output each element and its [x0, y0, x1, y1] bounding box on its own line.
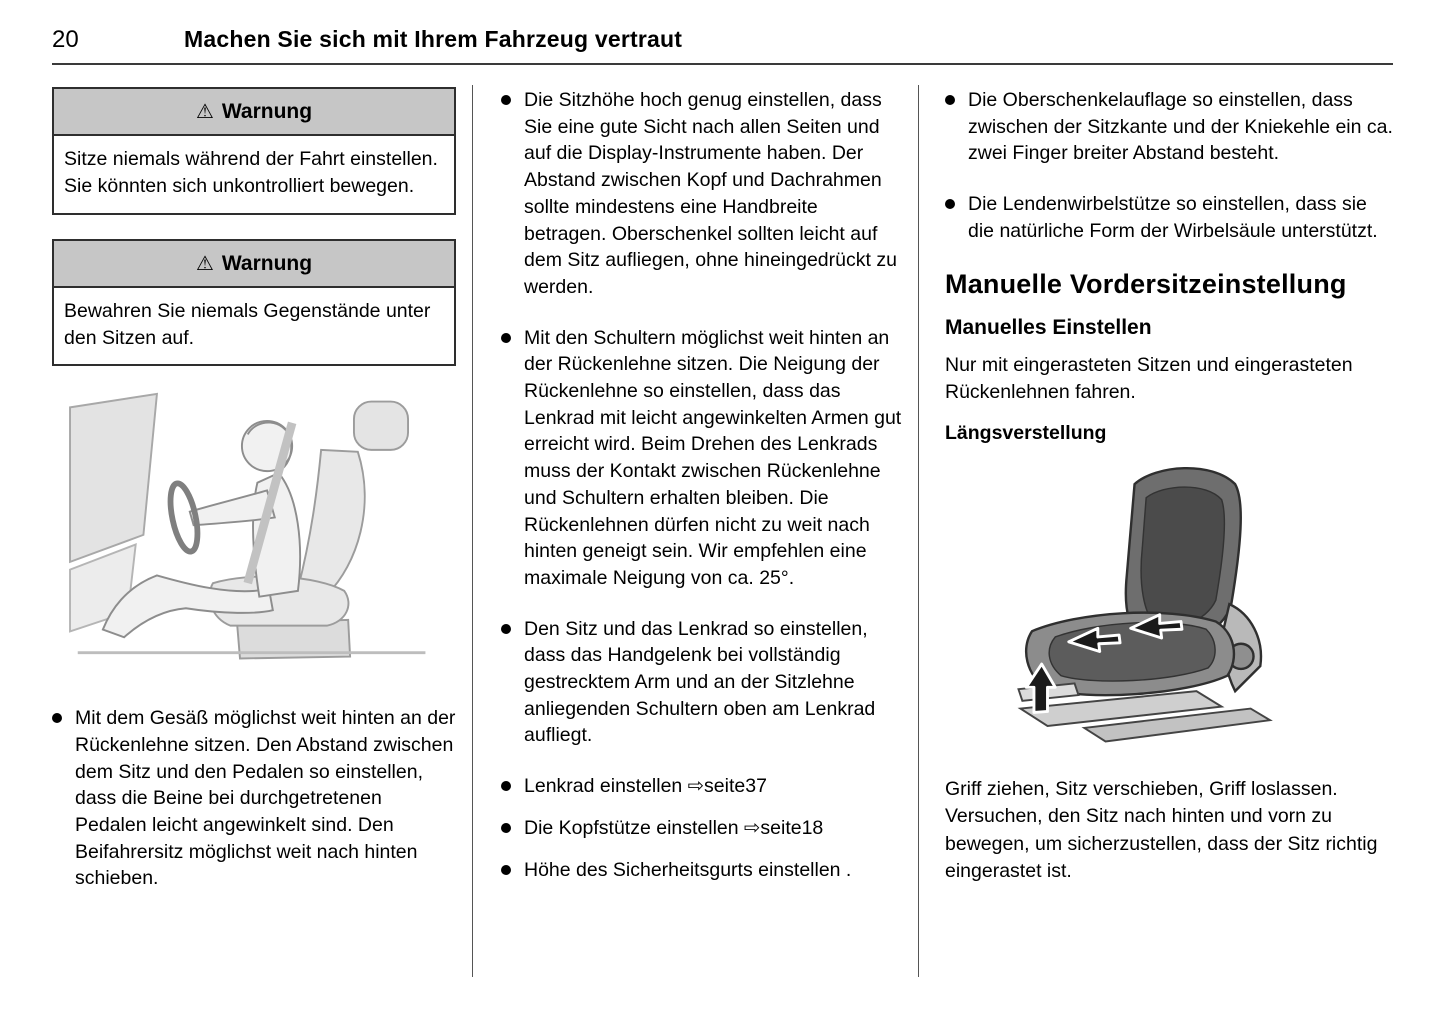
bullet-text: Die Sitzhöhe hoch genug einstellen, dass Sie eine gute Sicht nach allen Seiten und auf die Display-Instrumente haben. Der Abstand zwischen Kopf und Dachrahmen sollte mindestens eine Handbreite betragen. Oberschenkel sollten leicht auf dem Sitz aufliegen, ohne hineingedrückt zu werden.: [524, 89, 897, 298]
list-item: [501, 857, 902, 884]
bullet-icon: [52, 713, 62, 723]
body-paragraph: Nur mit eingerasteten Sitzen und eingerasteten Rückenlehnen fahren.: [945, 353, 1353, 403]
page-number: 20: [52, 26, 79, 53]
bullet-icon: [501, 823, 511, 833]
column-middle: [472, 85, 918, 977]
warning-triangle-icon: ⚠: [195, 252, 214, 275]
posture-list-left: [52, 705, 456, 892]
page-reference-link[interactable]: ⇨seite37: [687, 775, 767, 798]
bullet-icon: [501, 333, 511, 343]
driver-posture-illustration: [68, 390, 456, 677]
driver-posture-drawing: [68, 390, 440, 672]
warning-triangle-icon: ⚠: [195, 101, 214, 123]
subsection-heading: Manuelles Einstellen: [945, 315, 1152, 339]
bullet-text: Mit den Schultern möglichst weit hinten an der Rückenlehne sitzen. Die Neigung der Rückenlehne so einstellen, dass das Lenkrad mit leicht angewinkelten Armen gut erreicht wird. Beim Drehen des Lenkrads muss der Kontakt zwischen Rückenlehne und Schultern erhalten bleiben. Die Rückenlehnen dürfen nicht zu weit nach hinten geneigt sein. Wir empfehlen eine maximale Neigung von ca. 25°.: [524, 326, 902, 589]
page-reference-link[interactable]: ⇨seite18: [744, 816, 824, 839]
bullet-icon: [501, 95, 511, 105]
bullet-text: Den Sitz und das Lenkrad so einstellen, dass das Handgelenk bei vollständig gestrecktem Arm und an der Sitzlehne anliegenden Schultern oben am Lenkrad aufliegt.: [524, 617, 876, 747]
list-item: [945, 87, 1393, 167]
bullet-icon: [945, 199, 955, 209]
figure-caption: Griff ziehen, Sitz verschieben, Griff loslassen. Versuchen, den Sitz nach hinten und vorn zu bewegen, um sicherzustellen, dass der Sitz richtig eingerastet ist.: [945, 778, 1378, 882]
bullet-text: [524, 773, 767, 800]
bullet-icon: [501, 624, 511, 634]
bullet-label: Die Kopfstütze einstellen: [524, 816, 739, 839]
posture-list-right: [945, 87, 1393, 245]
adjustment-label: Längsverstellung: [945, 422, 1107, 445]
section-heading: Manuelle Vordersitzeinstellung: [945, 268, 1347, 299]
list-item: [501, 325, 902, 592]
page-title: Machen Sie sich mit Ihrem Fahrzeug vertraut: [184, 26, 683, 52]
warning-body-text: Sitze niemals während der Fahrt einstellen. Sie könnten sich unkontrolliert bewegen.: [64, 148, 438, 198]
bullet-icon: [501, 865, 511, 875]
bullet-text: Die Oberschenkelauflage so einstellen, dass zwischen der Sitzkante und der Kniekehle ein ca. zwei Finger breiter Abstand besteht.: [968, 89, 1393, 165]
bullet-text: [524, 815, 823, 842]
warning-header: [54, 89, 454, 136]
warning-title: Warnung: [221, 100, 313, 123]
seat-adjustment-illustration: [991, 459, 1393, 760]
bullet-icon: [945, 95, 955, 105]
column-left: [52, 85, 472, 977]
bullet-text: Höhe des Sicherheitsgurts einstellen .: [524, 858, 852, 881]
content-columns: [52, 85, 1393, 977]
list-item: [52, 705, 456, 892]
page-header: [52, 26, 1393, 65]
warning-header: [54, 241, 454, 288]
list-item: [501, 616, 902, 750]
seat-drawing: [991, 459, 1311, 755]
list-item: [501, 773, 902, 800]
bullet-text: Die Lendenwirbelstütze so einstellen, dass sie die natürliche Form der Wirbelsäule unterstützt.: [968, 193, 1378, 242]
list-item: [501, 87, 902, 301]
bullet-icon: [501, 781, 511, 791]
posture-list-middle: [501, 87, 902, 883]
warning-title: Warnung: [221, 251, 313, 275]
warning-box-1: [52, 87, 456, 215]
bullet-text: Mit dem Gesäß möglichst weit hinten an der Rückenlehne sitzen. Den Abstand zwischen dem Sitz und den Pedalen so einstellen, dass die Beine bei durchgetretenen Pedalen leicht angewinkelt sind. Den Beifahrersitz möglichst weit nach hinten schieben.: [75, 707, 456, 890]
column-right: [918, 85, 1393, 977]
warning-box-2: [52, 239, 456, 367]
warning-body-text: Bewahren Sie niemals Gegenstände unter den Sitzen auf.: [64, 299, 431, 349]
list-item: [501, 815, 902, 842]
list-item: [945, 191, 1393, 244]
bullet-label: Lenkrad einstellen: [524, 775, 683, 798]
